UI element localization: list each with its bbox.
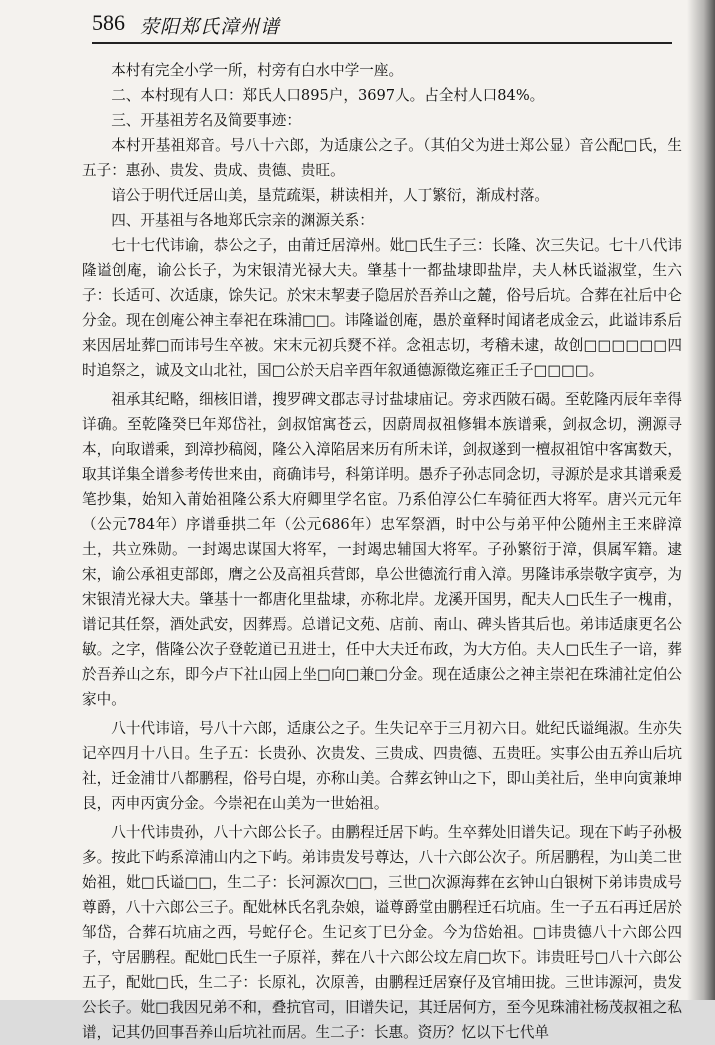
paragraph: 七十七代讳谕，恭公之子，由莆迁居漳州。妣□氏生子三：长隆、次三失记。七十八代讳隆谥创庵，谕公长子，为宋银清光禄大夫。肇基十一都盐埭即盐岸，夫人林氏谥淑堂，生六子：长适可、次适康，馀失记。於宋末挈妻子隐居於吾养山之麓，俗号后坑。合葬在社后中仑分金。现在创庵公神主奉祀在珠浦□□。讳隆谥创庵，愚於童释时闻诸老成金云，此谥讳系后来因居址葬□而讳号生卒被。宋末元初兵燹不祥。念祖志切，考稽未逮，故创□□□□□□四时追祭之，诚及文山北社，国□公於天启辛酉年叙通德源徵迄雍正壬子□□□□。 <box>82 237 682 379</box>
paragraph: 本村开基祖郑音。号八十六郎，为适康公之子。（其伯父为进士郑公显）音公配□氏，生五子：惠孙、贵发、贵成、贵德、贵旺。 <box>82 137 682 179</box>
page-header <box>92 10 652 44</box>
paragraph: 本村有完全小学一所，村旁有白水中学一座。 <box>111 62 404 79</box>
header-rule <box>92 42 672 44</box>
section-heading: 四、开基祖与各地郑氏宗亲的渊源关系： <box>111 212 374 229</box>
paragraph: 祖承其纪略，细核旧谱，搜罗碑文郡志寻讨盐埭庙记。旁求西陂石碣。至乾隆丙辰年幸得详确。至乾隆癸巳年郑岱社，剑叔馆寓苍云，因蔚周叔祖修辑本族谱乘，剑叔念切，溯源寻本，向取谱乘，到漳抄稿阅，隆公入漳陷居来历有所未详，剑叔遂到一檀叔祖馆中客寓数天，取其详集全谱参考传世来由，商确讳号，科第详明。愚乔子孙志同念切，寻源於是求其谱乘爰笔抄集，始知入莆始祖隆公系大府卿里学名宦。乃系伯淳公仁车骑征西大将军。唐兴元元年（公元784年）序谱垂拱二年（公元686年）忠军祭酒，时中公与弟平仲公随州主王来辟漳土，共立殊勋。一封竭忠谋国大将军，一封竭忠辅国大将军。子孙繁衍于漳，俱属军籍。逮宋，谕公承祖吏部郎，膺之公及高祖兵营郎，阜公世德流行甫入漳。男隆讳承崇敬字寅亭，为宋银清光禄大夫。肇基十一都唐化里盐埭，亦称北岸。龙溪开国男，配夫人□氏生子一槐甫，谱记其任祭，酒处武安，因葬焉。总谱记文苑、店前、南山、碑头皆其后也。弟讳适康更名公敏。之字，偕隆公次子登乾道已丑进士，任中大夫迁布政，为大方伯。夫人□氏生子一谙，葬於吾养山之东，即今卢下社山园上坐□向□兼□分金。现在适康公之神主崇祀在珠浦社定伯公家中。 <box>82 391 682 708</box>
paragraph: 八十代讳谙，号八十六郎，适康公之子。生失记卒于三月初六日。妣纪氏谥绳淑。生亦失记卒四月十八日。生子五：长贵孙、次贵发、三贵成、四贵德、五贵旺。实事公由五养山后坑社，迁金浦廿八都鹏程，俗号白堤，亦称山美。合葬玄钟山之下，即山美社后，坐申向寅兼坤艮，丙申丙寅分金。今崇祀在山美为一世始祖。 <box>82 720 682 812</box>
paragraph: 谙公于明代迁居山美，垦荒疏渠，耕读相并，人丁繁衍，渐成村落。 <box>111 187 550 204</box>
body-text <box>82 58 682 1045</box>
paragraph: 二、本村现有人口：郑氏人口895户，3697人。占全村人口84%。 <box>111 87 545 104</box>
book-title: 荥阳郑氏漳州谱 <box>140 16 281 38</box>
paragraph: 八十代讳贵孙，八十六郎公长子。由鹏程迁居下屿。生卒葬处旧谱失记。现在下屿子孙极多。按此下屿系漳浦山内之下屿。弟讳贵发号尊达，八十六郎公次子。所居鹏程，为山美二世始祖，妣□氏谥□□，生二子：长河源次□□，三世□次源海葬在玄钟山白银树下弟讳贵成号尊爵，八十六郎公三子。配妣林氏名乳杂娘，谥尊爵堂由鹏程迁石坑庙。生一子五石再迁居於邹岱，合葬石坑庙之西，号蛇仔仑。生记亥丁巳分金。今为岱始祖。□讳贵德八十六郎公四子，守居鹏程。配妣□氏生一子原祥，葬在八十六郎公坟左肩□坎下。讳贵旺号□八十六郎公五子，配妣□氏，生二子：长原礼，次原善，由鹏程迁居寮仔及官埔田拢。三世讳源河，贵发公长子。妣□我因兄弟不和，叠抗官司，旧谱失记，其迁居何方，至今见珠浦社杨茂叔祖之私谱，记其仍回事吾养山后坑社而居。生二子：长惠。资历？忆以下七代单 <box>82 824 682 1041</box>
page-number: 586 <box>92 10 125 35</box>
section-heading: 三、开基祖芳名及简要事迹： <box>111 112 301 129</box>
